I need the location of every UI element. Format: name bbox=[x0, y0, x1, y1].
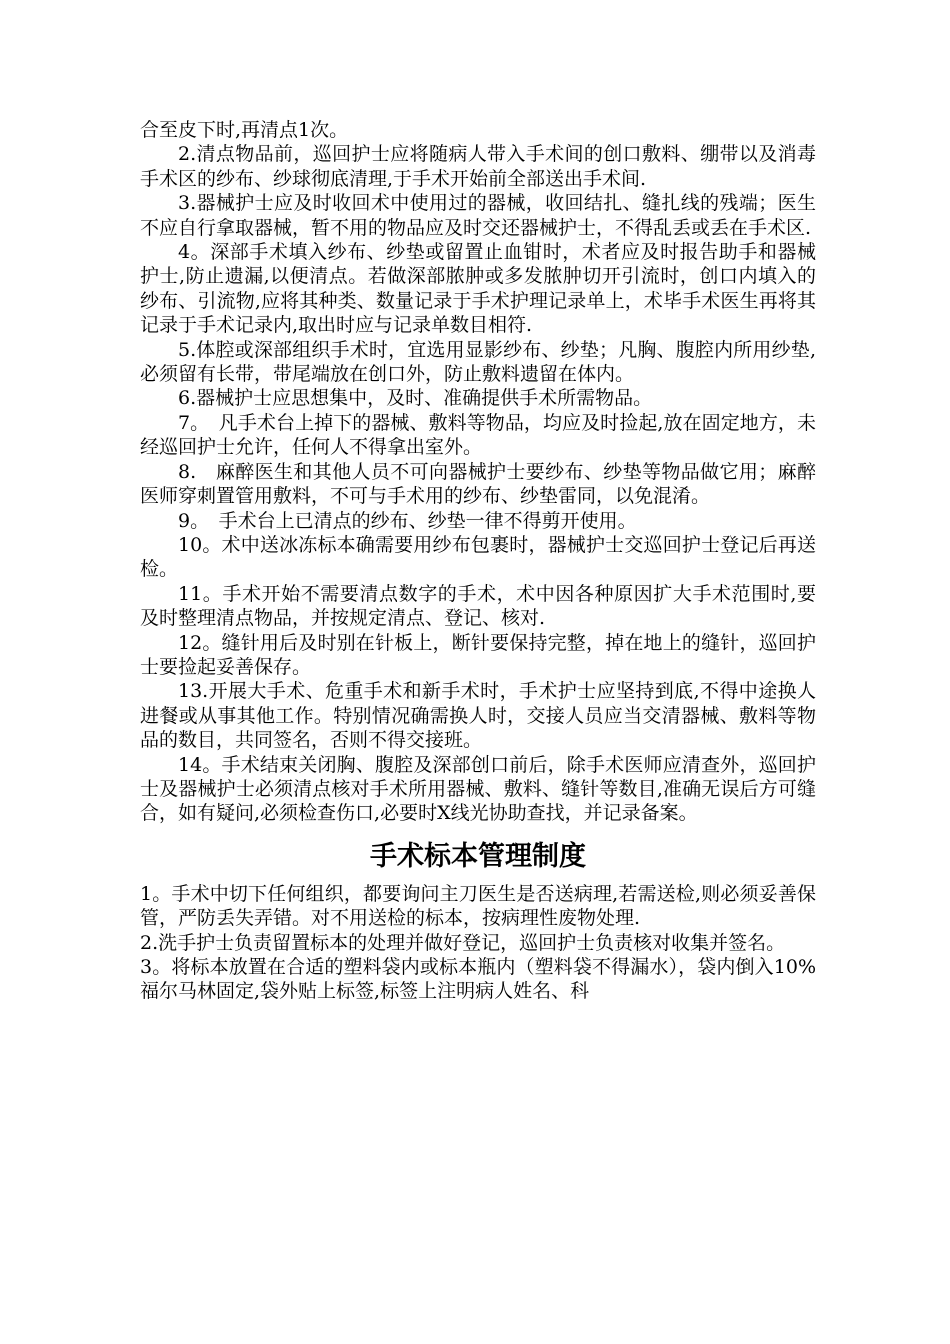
paragraph-item-5: 5.体腔或深部组织手术时，宜选用显影纱布、纱垫；凡胸、腹腔内所用纱垫,必须留有长带，带尾端放在创口外，防止敷料遗留在体内。 bbox=[140, 338, 816, 386]
specimen-rule-2: 2.洗手护士负责留置标本的处理并做好登记，巡回护士负责核对收集并签名。 bbox=[140, 931, 786, 954]
specimen-rule-3: 3。将标本放置在合适的塑料袋内或标本瓶内（塑料袋不得漏水），袋内倒入10%福尔马林固定,袋外贴上标签,标签上注明病人姓名、科 bbox=[140, 956, 816, 1003]
paragraph-item-8: 8. 麻醉医生和其他人员不可向器械护士要纱布、纱垫等物品做它用；麻醉医师穿刺置管用敷料，不可与手术用的纱布、纱垫雷同，以免混淆。 bbox=[140, 460, 816, 508]
paragraph-item-11: 11。手术开始不需要清点数字的手术，术中因各种原因扩大手术范围时,要及时整理清点物品，并按规定清点、登记、核对. bbox=[140, 582, 816, 630]
document-page bbox=[140, 118, 816, 1004]
paragraph-item-7: 7。 凡手术台上掉下的器械、敷料等物品，均应及时捡起,放在固定地方，未经巡回护士允许，任何人不得拿出室外。 bbox=[140, 411, 816, 459]
paragraph-continuation: 合至皮下时,再清点1次。 bbox=[140, 119, 349, 141]
paragraph-item-6: 6.器械护士应思想集中，及时、准确提供手术所需物品。 bbox=[178, 387, 653, 410]
paragraph-item-9: 9。 手术台上已清点的纱布、纱垫一律不得剪开使用。 bbox=[178, 509, 637, 532]
paragraph-item-13: 13.开展大手术、危重手术和新手术时，手术护士应坚持到底,不得中途换人进餐或从事其他工作。特别情况确需换人时，交接人员应当交清器械、敷料等物品的数目，共同签名，否则不得交接班。 bbox=[140, 680, 816, 752]
paragraph-item-12: 12。缝针用后及时别在针板上，断针要保持完整，掉在地上的缝针，巡回护士要捡起妥善保存。 bbox=[140, 631, 816, 678]
paragraph-item-10: 10。术中送冰冻标本确需要用纱布包裹时，器械护士交巡回护士登记后再送检。 bbox=[140, 533, 816, 581]
paragraph-item-2: 2.清点物品前，巡回护士应将随病人带入手术间的创口敷料、绷带以及消毒手术区的纱布、纱球彻底清理,于手术开始前全部送出手术间. bbox=[140, 143, 816, 190]
section-heading: 手术标本管理制度 bbox=[370, 840, 586, 872]
paragraph-item-4: 4。深部手术填入纱布、纱垫或留置止血钳时，术者应及时报告助手和器械护士,防止遗漏,以便清点。若做深部脓肿或多发脓肿切开引流时，创口内填入的纱布、引流物,应将其种类、数量记录于手术护理记录单上，术毕手术医生再将其记录于手术记录内,取出时应与记录单数目相符. bbox=[140, 241, 816, 337]
paragraph-item-3: 3.器械护士应及时收回术中使用过的器械，收回结扎、缝扎线的残端；医生不应自行拿取器械，暂不用的物品应及时交还器械护士，不得乱丢或丢在手术区. bbox=[140, 192, 816, 239]
specimen-rule-1: 1。手术中切下任何组织，都要询问主刀医生是否送病理,若需送检,则必须妥善保管，严防丢失弄错。对不用送检的标本，按病理性废物处理. bbox=[140, 882, 816, 930]
paragraph-item-14: 14。手术结束关闭胸、腹腔及深部创口前后，除手术医师应清查外，巡回护士及器械护士必须清点核对手术所用器械、敷料、缝针等数目,准确无误后方可缝合，如有疑问,必须检查伤口,必要时X线光协助查找，并记录备案。 bbox=[140, 753, 816, 825]
